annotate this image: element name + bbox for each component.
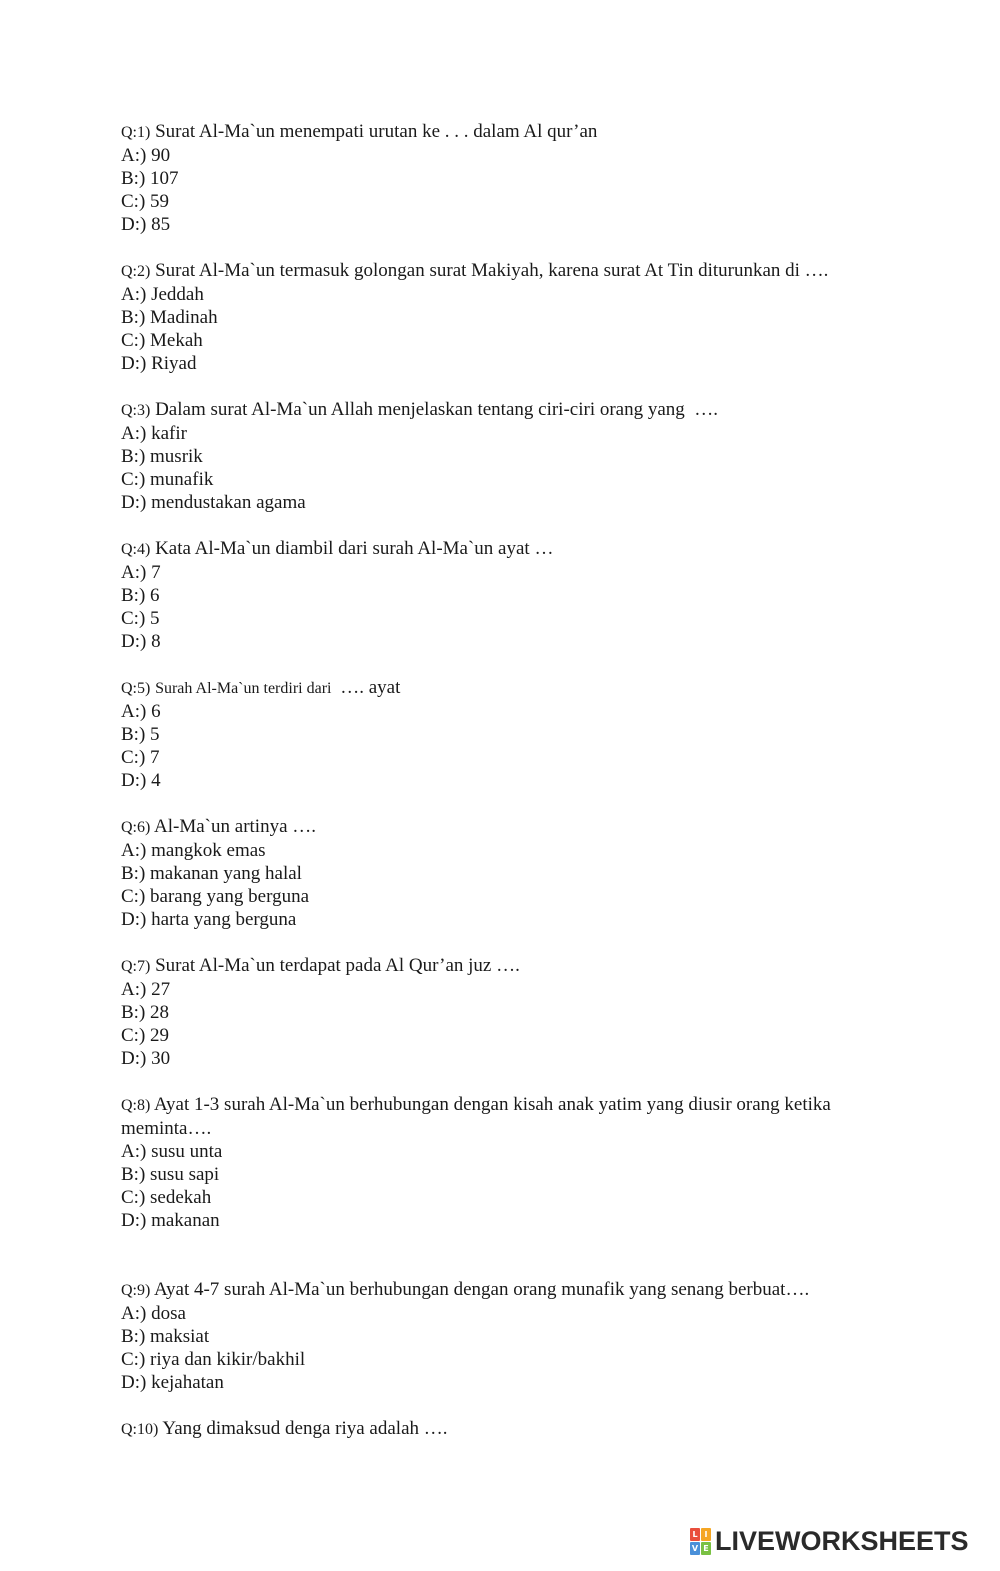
option-c[interactable]: C:) riya dan kikir/bakhil	[121, 1349, 306, 1370]
liveworksheets-logo	[690, 1526, 969, 1557]
option-c[interactable]: C:) 59	[121, 191, 170, 212]
option-c[interactable]: C:) barang yang berguna	[121, 886, 310, 907]
option-a[interactable]: A:) kafir	[121, 423, 187, 444]
question-text: Q:5) Surah Al-Ma`un terdiri dari …. ayat	[121, 677, 401, 698]
option-a[interactable]: A:) susu unta	[121, 1141, 223, 1162]
question-text: Q:2) Surat Al-Ma`un termasuk golongan surat Makiyah, karena surat At Tin diturunkan di ….	[121, 260, 829, 281]
question-number: Q:9)	[121, 1282, 151, 1299]
question-2	[121, 259, 901, 375]
logo-letter-i: I	[701, 1528, 711, 1541]
question-text: Q:9) Ayat 4-7 surah Al-Ma`un berhubungan dengan orang munafik yang senang berbuat….	[121, 1279, 810, 1300]
question-5	[121, 676, 901, 792]
question-8	[121, 1093, 901, 1232]
option-a[interactable]: A:) 6	[121, 701, 161, 722]
option-b[interactable]: B:) makanan yang halal	[121, 863, 302, 884]
logo-mark-icon	[690, 1528, 711, 1555]
option-c[interactable]: C:) munafik	[121, 469, 214, 490]
option-d[interactable]: D:) mendustakan agama	[121, 492, 306, 513]
option-b[interactable]: B:) Madinah	[121, 307, 218, 328]
option-d[interactable]: D:) 85	[121, 214, 171, 235]
question-number: Q:4)	[121, 541, 151, 558]
question-number: Q:10)	[121, 1421, 159, 1438]
question-text: Q:8) Ayat 1-3 surah Al-Ma`un berhubungan dengan kisah anak yatim yang diusir orang ketika meminta….	[121, 1094, 836, 1139]
question-text: Q:7) Surat Al-Ma`un terdapat pada Al Qur’an juz ….	[121, 955, 520, 976]
question-number: Q:2)	[121, 263, 151, 280]
option-d[interactable]: D:) 4	[121, 770, 161, 791]
option-a[interactable]: A:) 27	[121, 979, 171, 1000]
option-c[interactable]: C:) 29	[121, 1025, 170, 1046]
question-number: Q:6)	[121, 819, 151, 836]
question-number: Q:8)	[121, 1097, 151, 1114]
question-number: Q:5)	[121, 680, 151, 697]
question-6	[121, 815, 901, 931]
question-10	[121, 1417, 901, 1441]
option-b[interactable]: B:) susu sapi	[121, 1164, 220, 1185]
question-text: Q:1) Surat Al-Ma`un menempati urutan ke . . . dalam Al qur’an	[121, 121, 598, 142]
option-b[interactable]: B:) musrik	[121, 446, 203, 467]
option-a[interactable]: A:) mangkok emas	[121, 840, 266, 861]
question-7	[121, 954, 901, 1070]
logo-letter-l: L	[690, 1528, 700, 1541]
option-a[interactable]: A:) 7	[121, 562, 161, 583]
option-a[interactable]: A:) 90	[121, 145, 171, 166]
option-d[interactable]: D:) makanan	[121, 1210, 220, 1231]
option-d[interactable]: D:) kejahatan	[121, 1372, 224, 1393]
option-d[interactable]: D:) harta yang berguna	[121, 909, 297, 930]
question-text: Q:6) Al-Ma`un artinya ….	[121, 816, 317, 837]
question-1	[121, 120, 901, 236]
question-9	[121, 1278, 901, 1394]
option-b[interactable]: B:) 28	[121, 1002, 170, 1023]
option-c[interactable]: C:) Mekah	[121, 330, 203, 351]
question-number: Q:3)	[121, 402, 151, 419]
option-b[interactable]: B:) 6	[121, 585, 160, 606]
option-a[interactable]: A:) Jeddah	[121, 284, 204, 305]
question-3	[121, 398, 901, 514]
question-number: Q:1)	[121, 124, 151, 141]
worksheet-body	[121, 120, 901, 1441]
logo-letter-e: E	[701, 1542, 711, 1555]
question-text: Q:10) Yang dimaksud denga riya adalah ….	[121, 1418, 448, 1439]
logo-letter-v: V	[691, 1544, 699, 1553]
option-d[interactable]: D:) 8	[121, 631, 161, 652]
option-d[interactable]: D:) 30	[121, 1048, 171, 1069]
option-c[interactable]: C:) sedekah	[121, 1187, 212, 1208]
question-text: Q:3) Dalam surat Al-Ma`un Allah menjelaskan tentang ciri-ciri orang yang ….	[121, 399, 719, 420]
option-a[interactable]: A:) dosa	[121, 1303, 186, 1324]
option-c[interactable]: C:) 5	[121, 608, 160, 629]
option-b[interactable]: B:) 107	[121, 168, 179, 189]
question-4	[121, 537, 901, 653]
option-b[interactable]: B:) 5	[121, 724, 160, 745]
question-text: Q:4) Kata Al-Ma`un diambil dari surah Al-Ma`un ayat …	[121, 538, 554, 559]
brand-name: LIVEWORKSHEETS	[715, 1526, 969, 1556]
option-d[interactable]: D:) Riyad	[121, 353, 197, 374]
question-number: Q:7)	[121, 958, 151, 975]
option-b[interactable]: B:) maksiat	[121, 1326, 210, 1347]
option-c[interactable]: C:) 7	[121, 747, 160, 768]
